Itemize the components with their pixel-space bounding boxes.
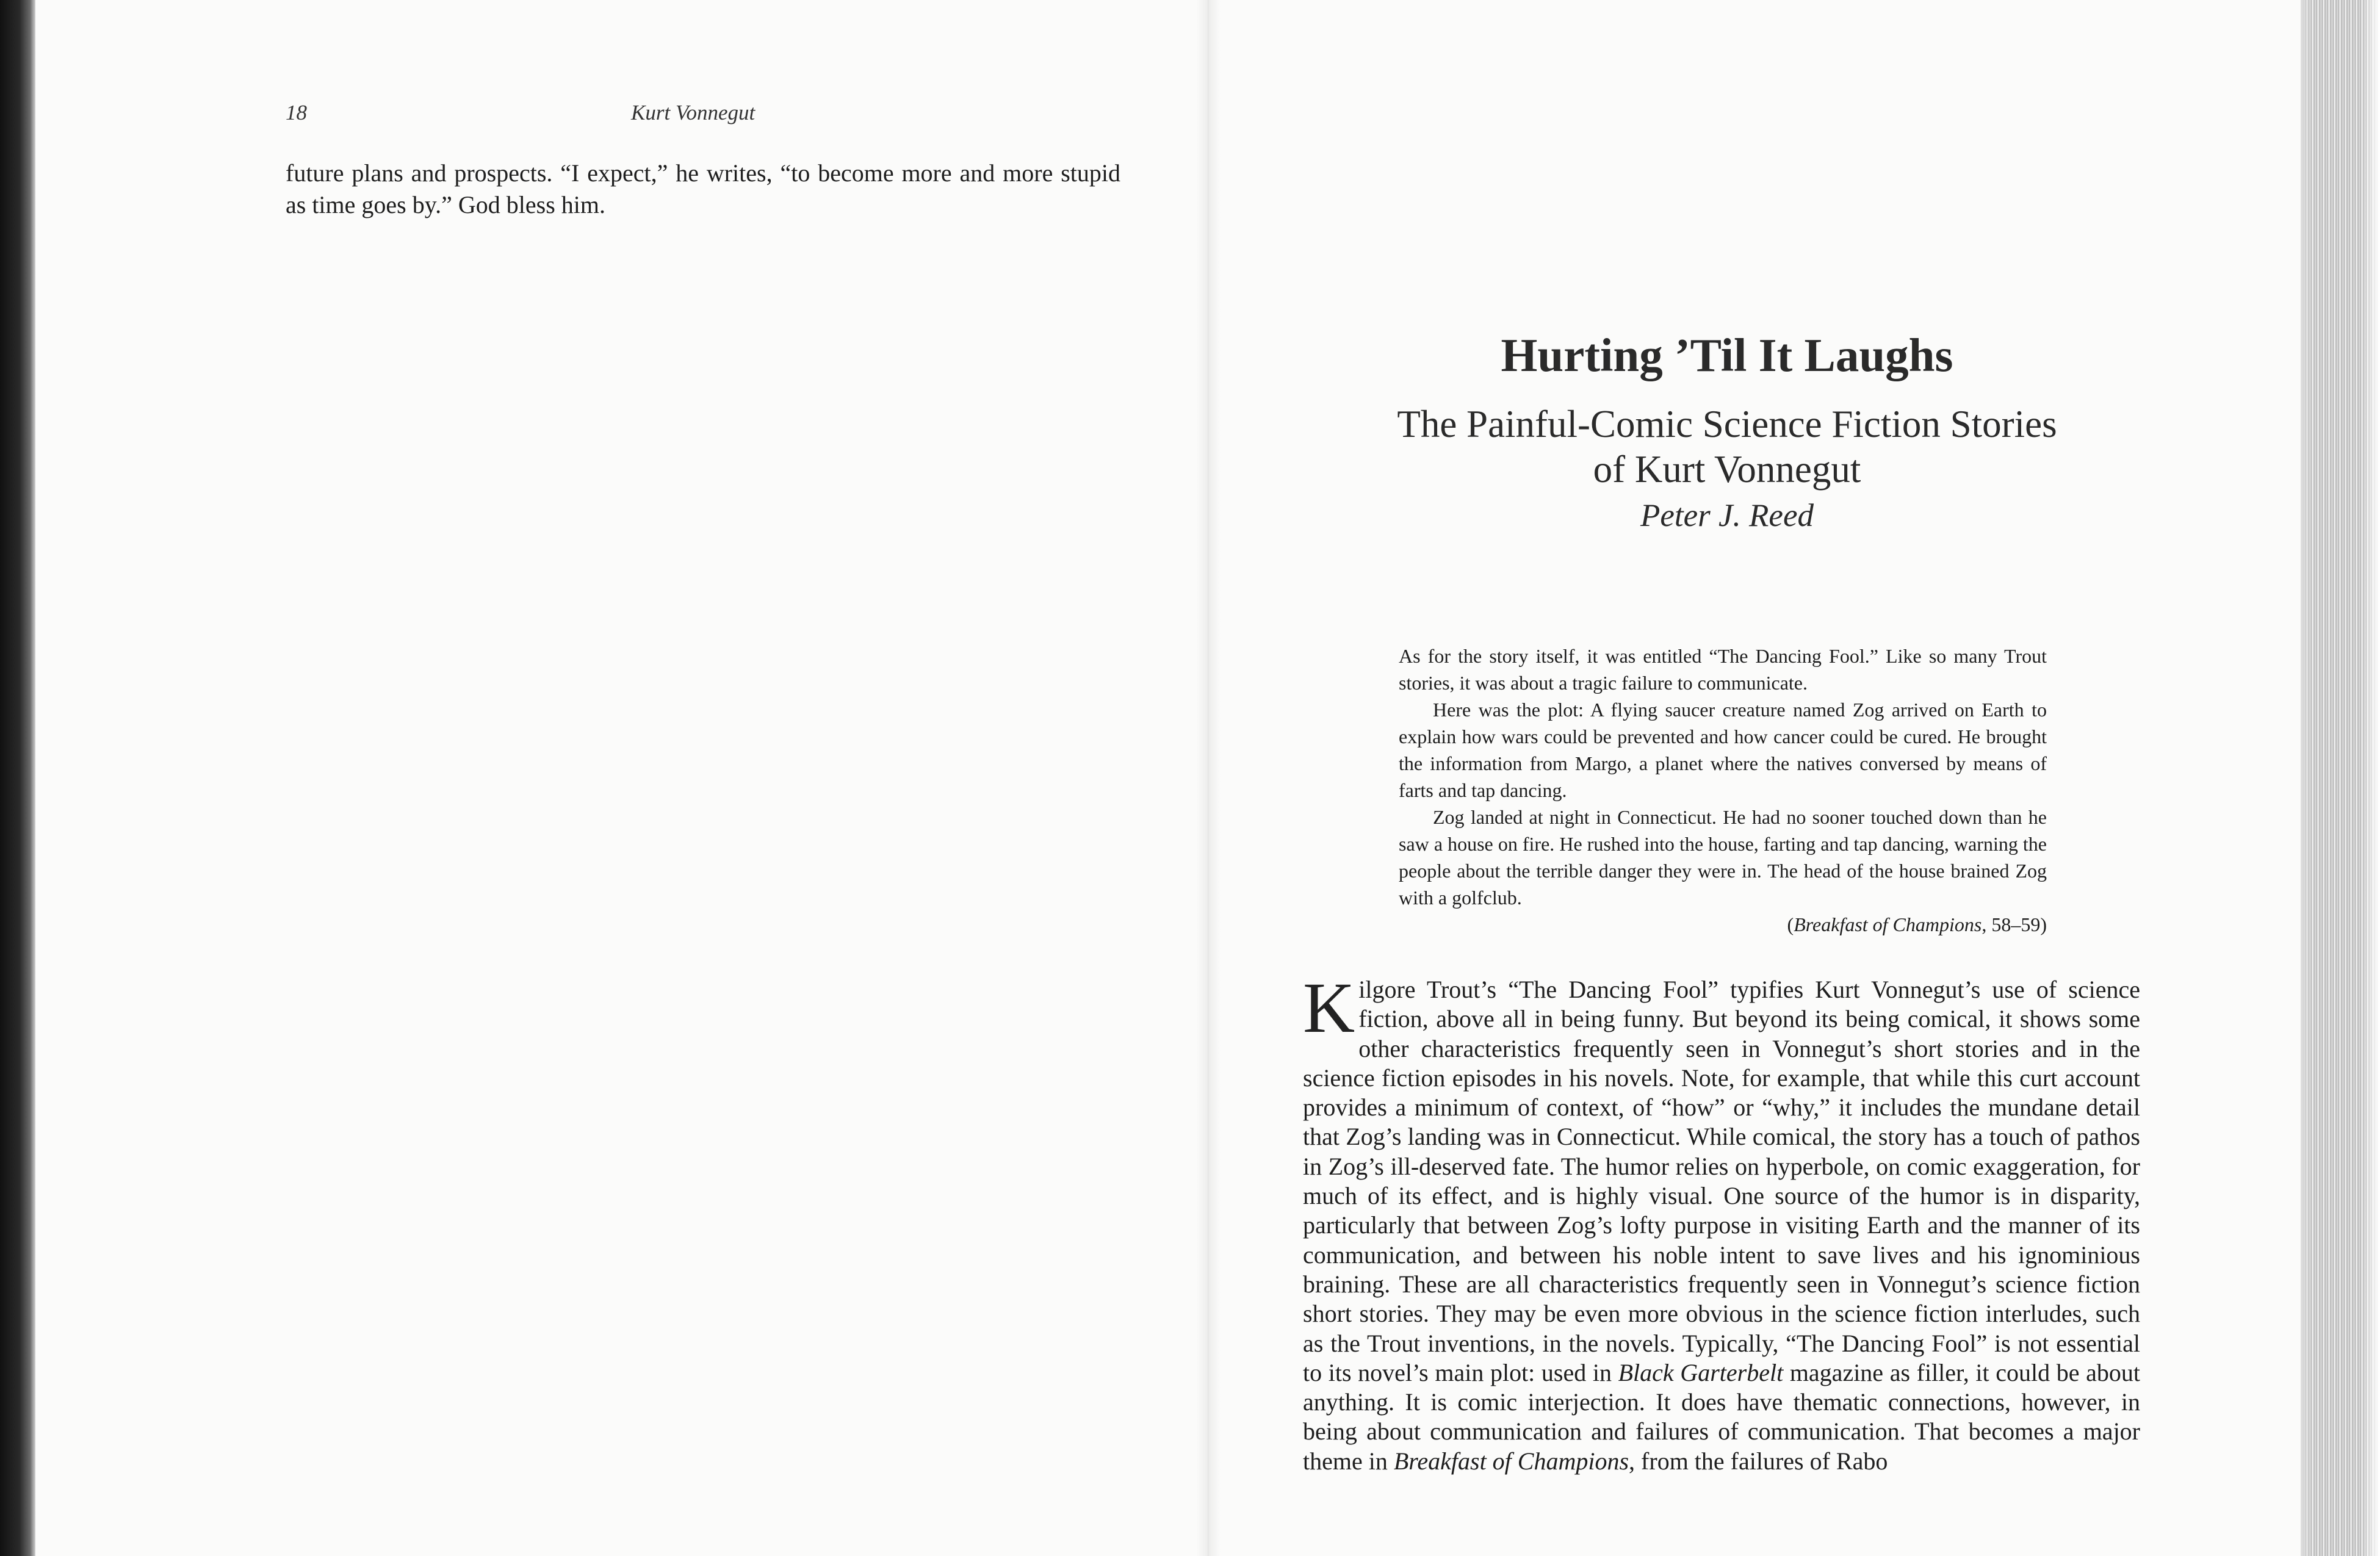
book-gutter (1196, 0, 1221, 1556)
magazine-title: Black Garterbelt (1618, 1358, 1784, 1386)
running-head: Kurt Vonnegut (631, 101, 755, 124)
page-stack-edge-right (2301, 0, 2380, 1556)
epigraph-paragraph-3: Zog landed at night in Connecticut. He had no sooner touched down than he saw a house on fire. He rushed into the house, farting and tap dancing, warning the people about the terrible danger they were in. The head of the house brained Zog with a golfclub. (1399, 806, 2047, 909)
epigraph (1399, 643, 2047, 938)
citation-pages: , 58–59) (1982, 913, 2047, 935)
body-text-part-1: ilgore Trout’s “The Dancing Fool” typifies Kurt Vonnegut’s use of science fiction, above all in being funny. But beyond its being comical, it shows some other characteristics frequently seen in Vonnegut’s short stories and in the science fiction episodes in his novels. Note, for example, that while this curt account provides a minimum of context, of “how” or “why,” it includes the mundane detail that Zog’s landing was in Connecticut. While comical, the story has a touch of pathos in Zog’s ill-deserved fate. The humor relies on hyperbole, on comic exaggeration, for much of its effect, and is highly visual. One source of the humor is in disparity, particularly that between Zog’s lofty purpose in visiting Earth and the manner of its communication, and between his noble intent to save lives and his ignominious braining. These are all characteristics frequently seen in Vonnegut’s science fiction short stories. They may be even more obvious in the science fiction interludes, such as the Trout inventions, in the novels. Typically, “The Dancing Fool” is not essential to its novel’s main plot: used in (1303, 976, 2140, 1386)
body-text (1303, 968, 2141, 1476)
citation-title: Breakfast of Champions (1794, 913, 1982, 935)
body-text-part-2: magazine as filler, it could be about anything. It is comic interjection. It does have thematic connections, however, in being about communication and failures of communication. That becomes a major theme in (1303, 1358, 2141, 1475)
subtitle-line-1: The Painful-Comic Science Fiction Stories (1397, 403, 2057, 445)
subtitle-line-2: of Kurt Vonnegut (1593, 448, 1861, 491)
chapter-subtitle (1221, 402, 2234, 492)
book-edge-left (0, 0, 35, 1556)
body-text-part-3: , from the failures of Rabo (1629, 1447, 1888, 1475)
epigraph-paragraph-2: Here was the plot: A flying saucer creature named Zog arrived on Earth to explain how wars could be prevented and how cancer could be cured. He brought the information from Margo, a planet where the natives conversed by means of farts and tap dancing. (1399, 699, 2047, 801)
novel-title: Breakfast of Champions (1393, 1447, 1629, 1475)
body-paragraph (1303, 968, 2141, 1476)
page-number: 18 (286, 101, 307, 124)
citation-open: ( (1787, 913, 1794, 935)
chapter-author: Peter J. Reed (1640, 498, 1814, 533)
left-page-text: future plans and prospects. “I expect,” he writes, “to become more and more stupid as time goes by.” God bless him. (286, 159, 1120, 218)
chapter-title: Hurting ’Til It Laughs (1501, 329, 1953, 381)
epigraph-citation (1399, 911, 2047, 938)
epigraph-paragraph-1: As for the story itself, it was entitled “The Dancing Fool.” Like so many Trout stories, it was about a tragic failure to communicate. (1399, 645, 2047, 694)
drop-cap: K (1303, 968, 1355, 1048)
